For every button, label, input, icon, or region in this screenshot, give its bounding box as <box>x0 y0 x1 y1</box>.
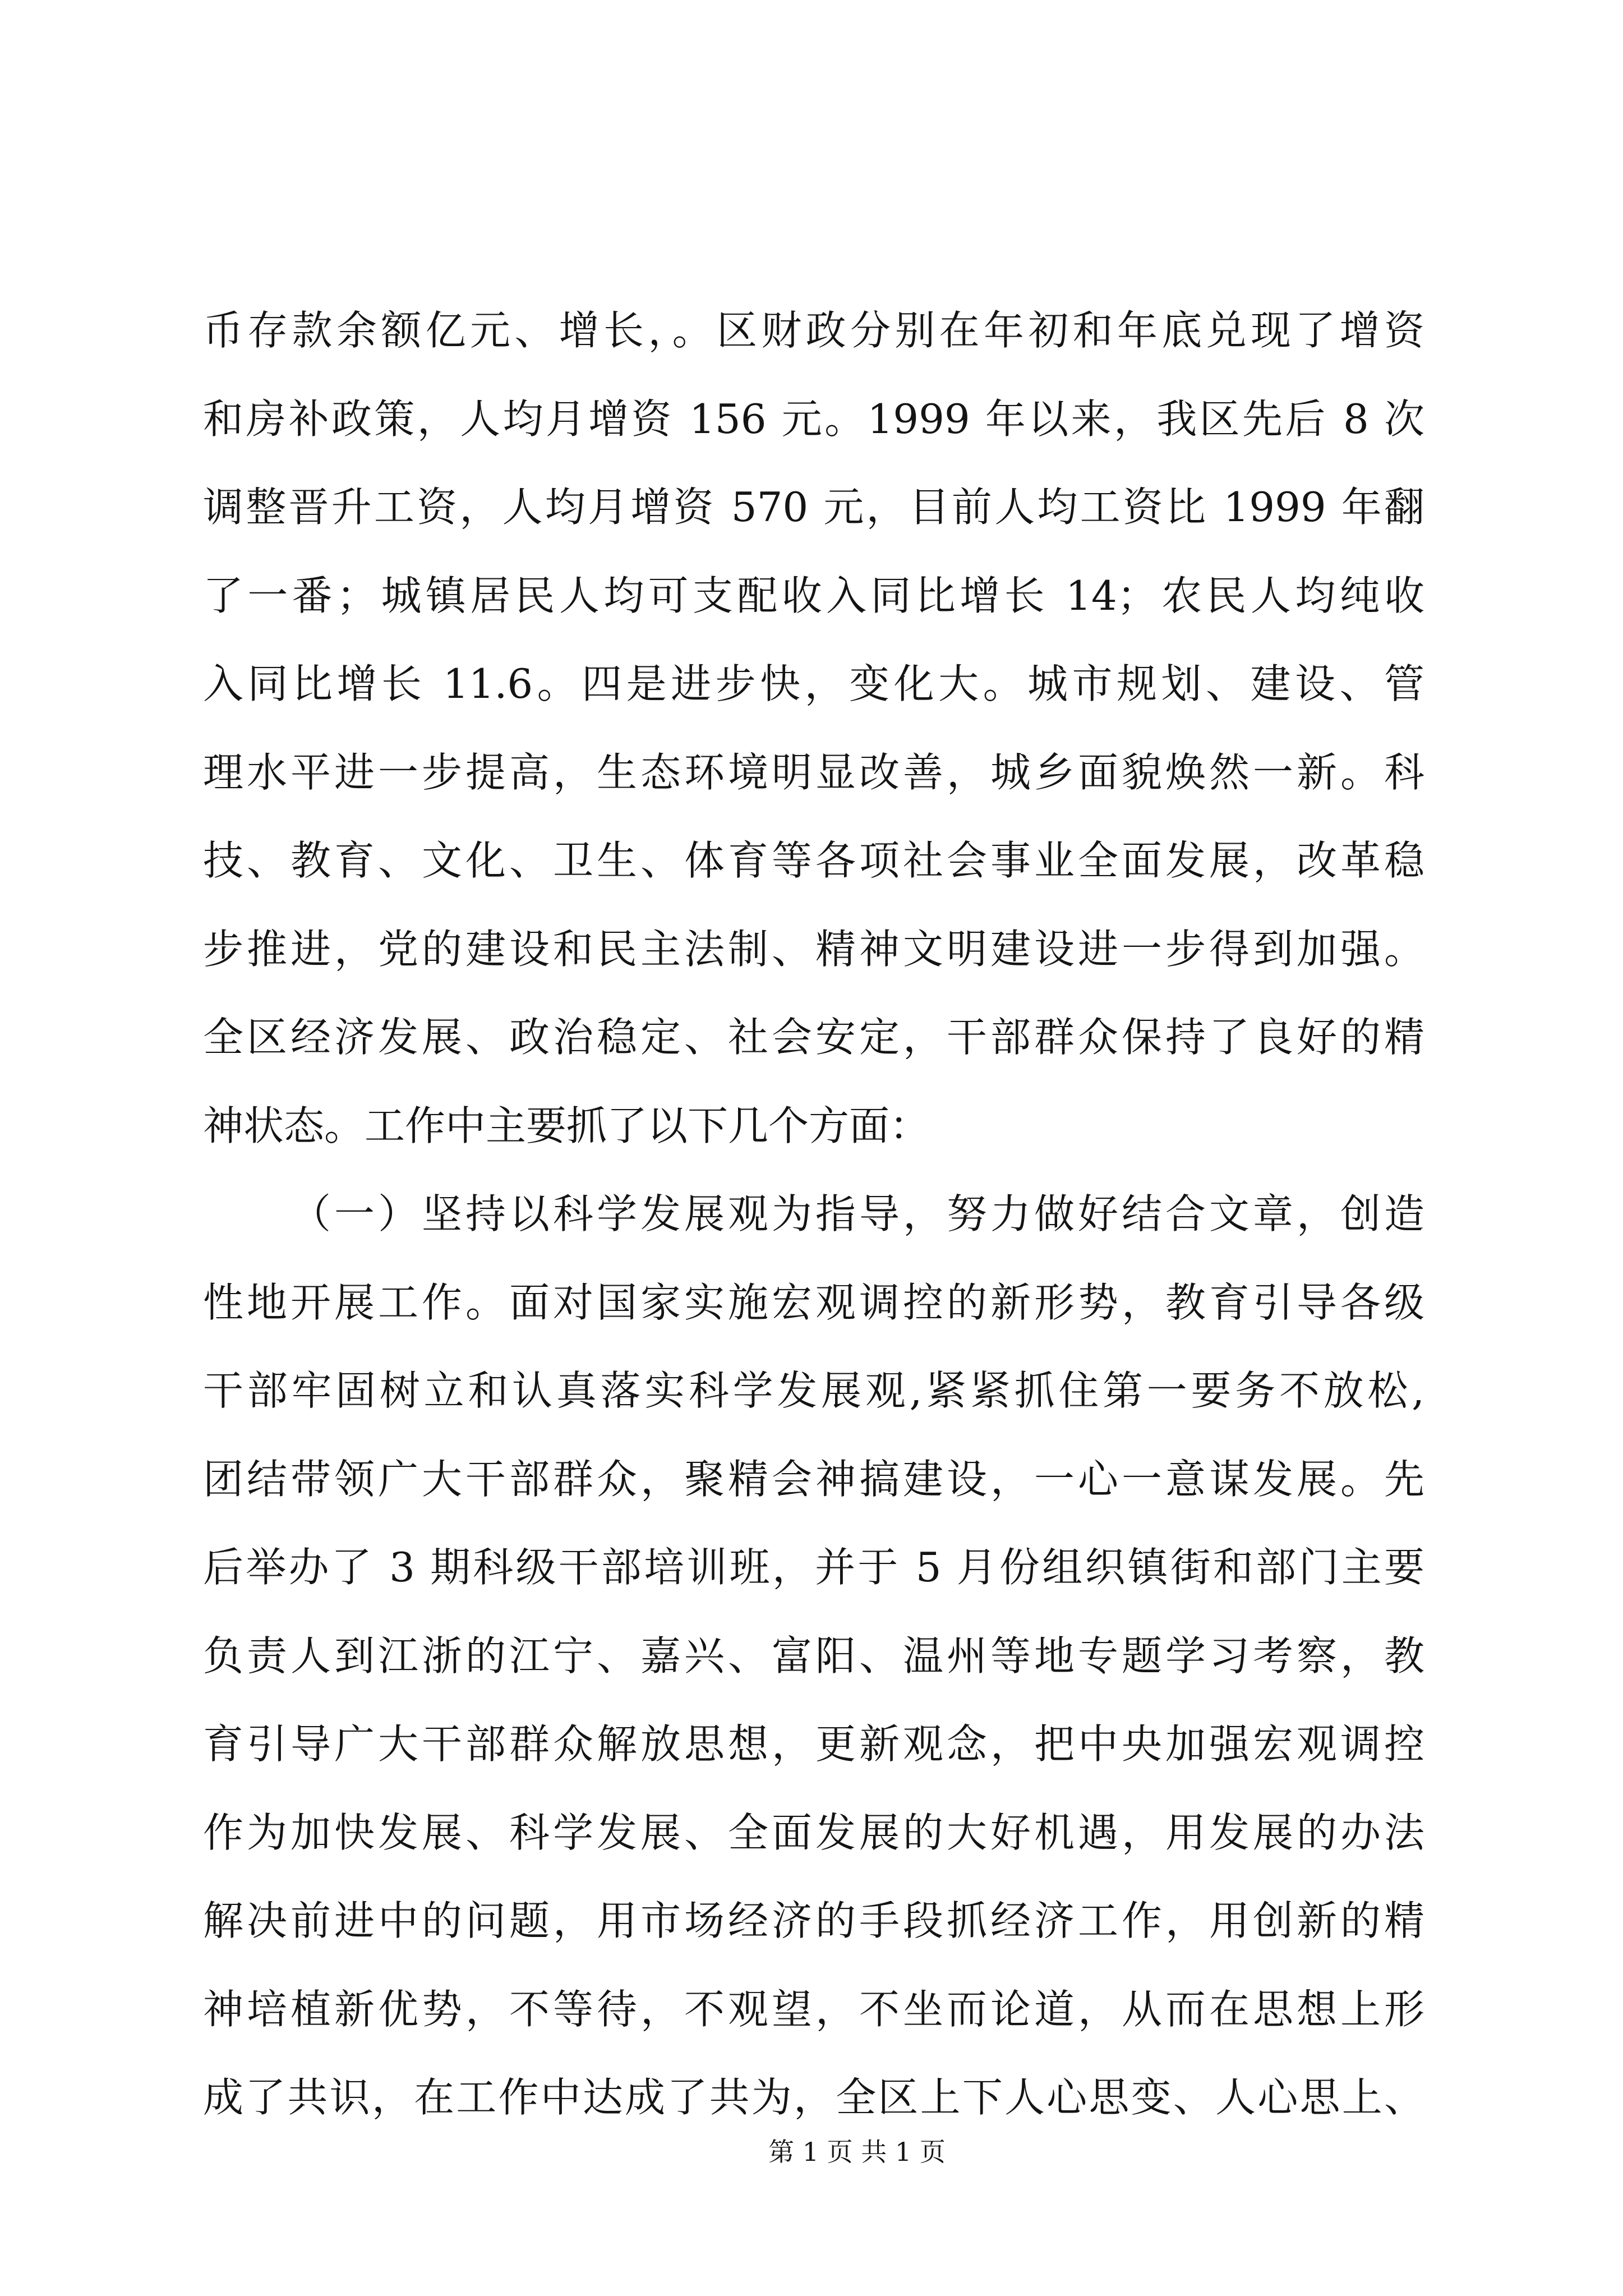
document-body <box>203 287 1424 2142</box>
body-line: 调整晋升工资，人均月增资 570 元，目前人均工资比 1999 年翻 <box>203 484 1424 531</box>
body-line: 成了共识，在工作中达成了共为，全区上下人心思变、人心思上、 <box>203 2074 1424 2121</box>
body-line: 性地开展工作。面对国家实施宏观调控的新形势，教育引导各级 <box>203 1278 1424 1326</box>
body-line: 币存款余额亿元、增长，。区财政分别在年初和年底兑现了增资 <box>203 307 1424 354</box>
body-line: 后举办了 3 期科级干部培训班，并于 5 月份组织镇街和部门主要 <box>203 1544 1424 1591</box>
page-footer: 第 1 页 共 1 页 <box>768 2137 946 2167</box>
body-line: 作为加快发展、科学发展、全面发展的大好机遇，用发展的办法 <box>203 1809 1424 1856</box>
body-line: 入同比增长 11.6。四是进步快，变化大。城市规划、建设、管 <box>203 660 1424 707</box>
body-line: 神状态。工作中主要抓了以下几个方面： <box>203 1102 930 1149</box>
body-line: 步推进，党的建设和民主法制、精神文明建设进一步得到加强。 <box>203 925 1424 973</box>
body-line: 理水平进一步提高，生态环境明显改善，城乡面貌焕然一新。科 <box>203 748 1424 796</box>
body-line: 神培植新优势，不等待，不观望，不坐而论道，从而在思想上形 <box>203 1985 1424 2033</box>
body-line: 负责人到江浙的江宁、嘉兴、富阳、温州等地专题学习考察，教 <box>203 1632 1424 1680</box>
paragraph-2 <box>203 1170 1424 2142</box>
body-line: 了一番；城镇居民人均可支配收入同比增长 14；农民人均纯收 <box>203 572 1424 619</box>
body-line: 全区经济发展、政治稳定、社会安定，干部群众保持了良好的精 <box>203 1014 1424 1061</box>
paragraph-1 <box>203 287 1424 1170</box>
body-line: 团结带领广大干部群众，聚精会神搞建设，一心一意谋发展。先 <box>203 1455 1424 1503</box>
section-heading-line: （一）坚持以科学发展观为指导，努力做好结合文章，创造 <box>291 1190 1424 1237</box>
body-line: 干部牢固树立和认真落实科学发展观,紧紧抓住第一要务不放松, <box>203 1367 1424 1414</box>
body-line: 技、教育、文化、卫生、体育等各项社会事业全面发展，改革稳 <box>203 837 1424 884</box>
body-line: 育引导广大干部群众解放思想，更新观念，把中央加强宏观调控 <box>203 1720 1424 1768</box>
body-line: 解决前进中的问题，用市场经济的手段抓经济工作，用创新的精 <box>203 1897 1424 1944</box>
body-line: 和房补政策，人均月增资 156 元。1999 年以来，我区先后 8 次 <box>203 395 1424 443</box>
